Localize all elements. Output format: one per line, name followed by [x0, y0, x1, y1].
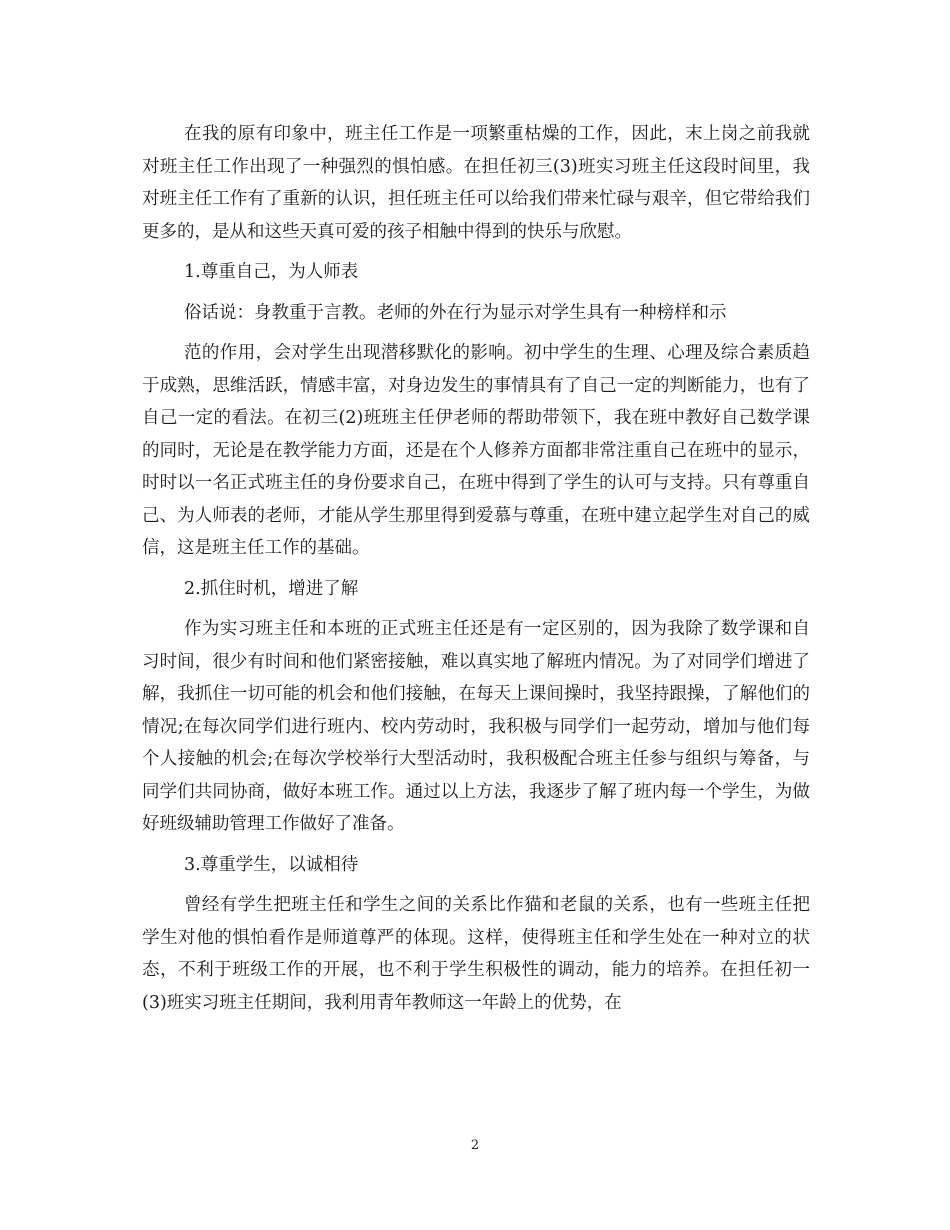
paragraph-section-1-body: 范的作用，会对学生出现潜移默化的影响。初中学生的生理、心理及综合素质趋于成熟，思维活跃，情感丰富，对身边发生的事情具有了自己一定的判断能力，也有了自己一定的看法。在初三(2)班班主任伊老师的帮助带领下，我在班中教好自己数学课的同时，无论是在教学能力方面，还是在个人修养方面都非常注重自己在班中的显示，时时以一名正式班主任的身份要求自己，在班中得到了学生的认可与支持。只有尊重自己、为人师表的老师，才能从学生那里得到爱慕与尊重，在班中建立起学生对自己的威信，这是班主任工作的基础。	[142, 343, 810, 558]
paragraph-section-2-body: 作为实习班主任和本班的正式班主任还是有一定区别的，因为我除了数学课和自习时间，很少有时间和他们紧密接触，难以真实地了解班内情况。为了对同学们增进了解，我抓住一切可能的机会和他们接触，在每天上课间操时，我坚持跟操，了解他们的情况;在每次同学们进行班内、校内劳动时，我积极与同学们一起劳动，增加与他们每个人接触的机会;在每次学校举行大型活动时，我积极配合班主任参与组织与筹备，与同学们共同协商，做好本班工作。通过以上方法，我逐步了解了班内每一个学生，为做好班级辅助管理工作做好了准备。	[142, 619, 810, 834]
document-body	[142, 118, 810, 1019]
section-heading-2: 2.抓住时机，增进了解	[184, 578, 359, 599]
section-heading-1: 1.尊重自己，为人师表	[184, 262, 359, 282]
paragraph-proverb: 俗话说：身教重于言教。老师的外在行为显示对学生具有一种榜样和示	[184, 302, 727, 323]
paragraph-section-3-body: 曾经有学生把班主任和学生之间的关系比作猫和老鼠的关系，也有一些班主任把学生对他的惧怕看作是师道尊严的体现。这样，使得班主任和学生处在一种对立的状态，不利于班级工作的开展，也不利于学生积极性的调动，能力的培养。在担任初一(3)班实习班主任期间，我利用青年教师这一年龄上的优势，在	[142, 895, 810, 1013]
paragraph-intro: 在我的原有印象中，班主任工作是一项繁重枯燥的工作，因此，末上岗之前我就对班主任工作出现了一种强烈的惧怕感。在担任初三(3)班实习班主任这段时间里，我对班主任工作有了重新的认识，担任班主任可以给我们带来忙碌与艰辛，但它带给我们更多的，是从和这些天真可爱的孩子相触中得到的快乐与欣慰。	[142, 124, 810, 242]
section-heading-3: 3.尊重学生，以诚相待	[184, 854, 359, 875]
page-number: 2	[470, 1138, 480, 1153]
